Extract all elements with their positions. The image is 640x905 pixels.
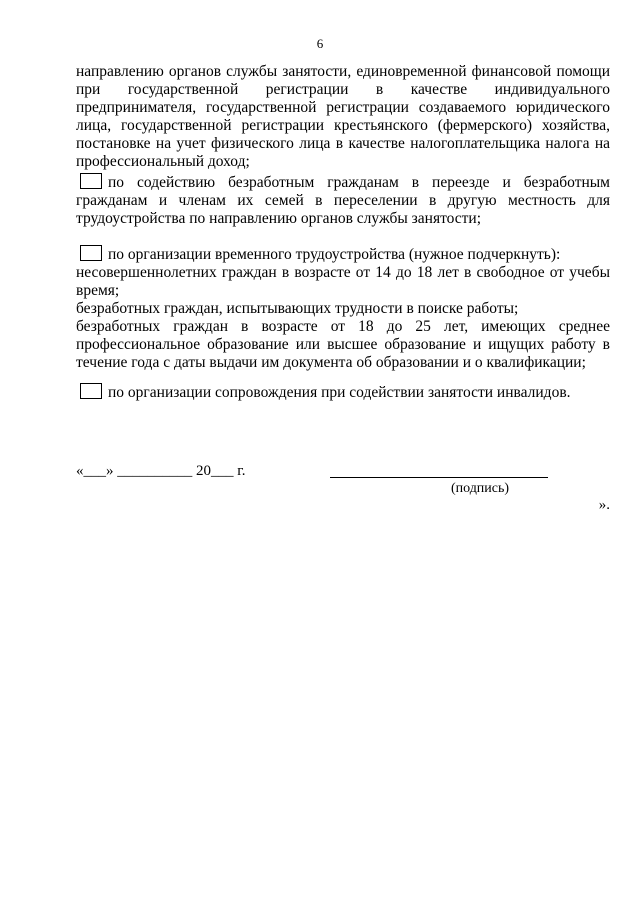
option-temporary-employment [76, 245, 610, 372]
option-temporary-employment-text: по организации временного трудоустройства (нужное подчеркнуть): [108, 246, 561, 263]
temporary-employment-sub-list [76, 264, 610, 372]
sub-item-job-seekers[interactable]: безработных граждан, испытывающих трудности в поиске работы; [76, 300, 519, 317]
option-disability-support [76, 383, 610, 402]
date-field[interactable]: «___» __________ 20___ г. [76, 463, 246, 479]
signature-row [76, 463, 610, 513]
checkbox-disability-support[interactable] [80, 383, 102, 399]
sub-item-minors[interactable]: несовершеннолетних граждан в возрасте от 14 до 18 лет в свободное от учебы время; [76, 264, 610, 299]
option-relocation [76, 173, 610, 228]
intro-text: направлению органов службы занятости, единовременной финансовой помощи при государственной регистрации в качестве индивидуального предпринимателя, государственной регистрации создаваемого юридического лица, государственной регистрации крестьянского (фермерского) хозяйства, постановке на учет физического лица в качестве налогоплательщика налога на профессиональный доход; [76, 63, 610, 170]
page-number: 6 [316, 36, 324, 51]
checkbox-temporary-employment[interactable] [80, 245, 102, 261]
sub-item-graduates[interactable]: безработных граждан в возрасте от 18 до 25 лет, имеющих среднее профессиональное образование или высшее образование и ищущих работу в течение года с даты выдачи им документа об образовании и о квалификации; [76, 318, 610, 371]
closing-quote: ». [598, 497, 610, 513]
signature-caption: (подпись) [450, 481, 510, 496]
signature-line[interactable] [330, 477, 548, 478]
option-disability-support-text: по организации сопровождения при содействии занятости инвалидов. [108, 384, 571, 401]
intro-paragraph [76, 63, 610, 171]
checkbox-relocation[interactable] [80, 173, 102, 189]
option-relocation-text: по содействию безработным гражданам в переезде и безработным гражданам и членам их семей в переселении в другую местность для трудоустройства по направлению органов службы занятости; [76, 174, 610, 227]
